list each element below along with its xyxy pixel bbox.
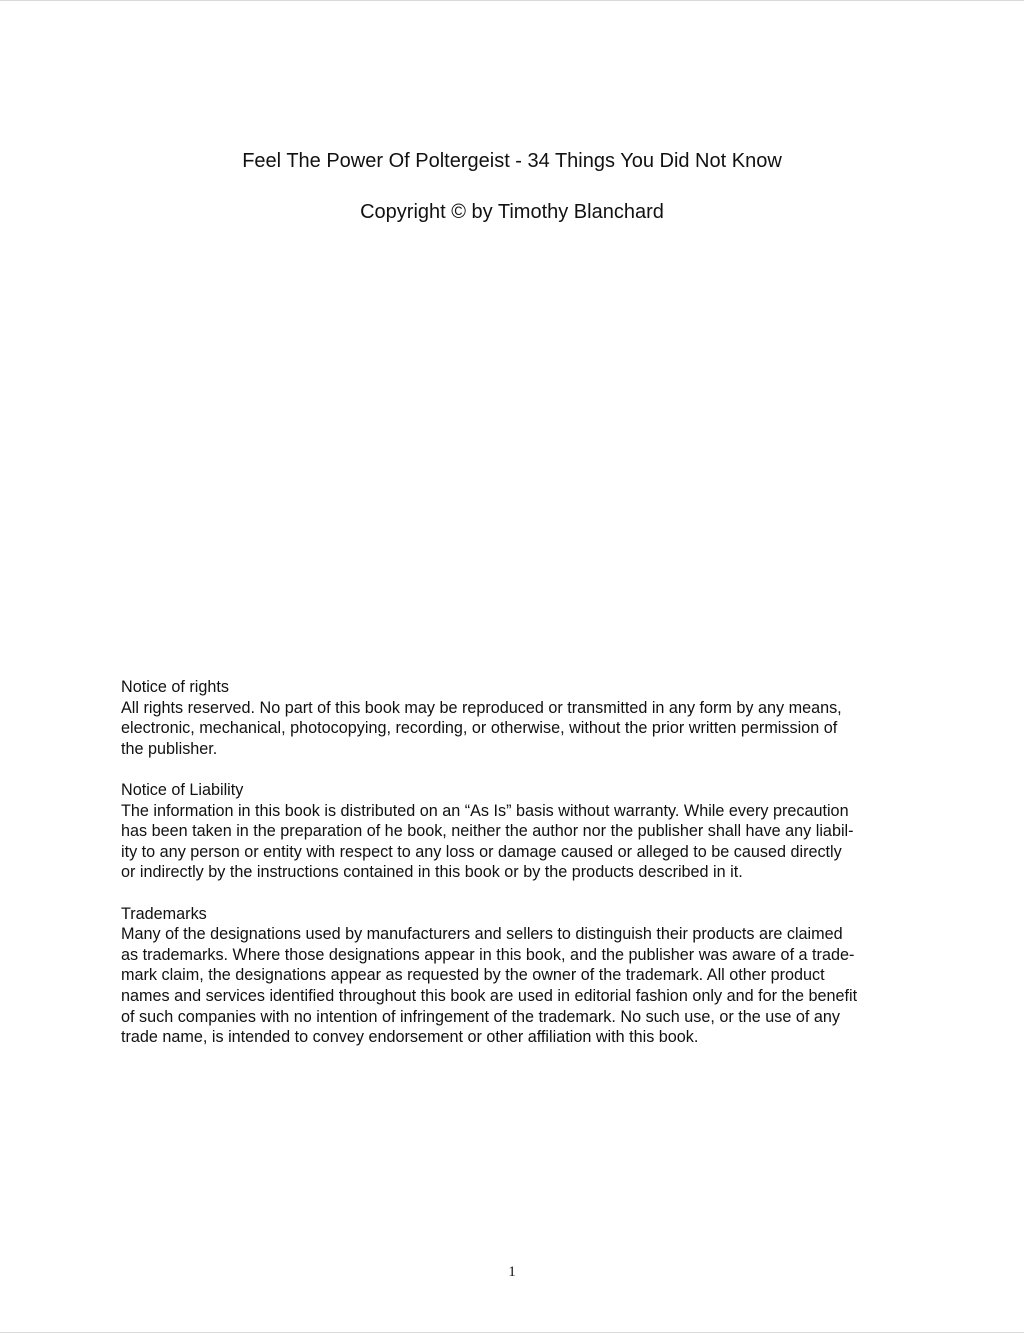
notice-line: has been taken in the preparation of he book, neither the author nor the publisher shall have any liabil-: [121, 822, 854, 841]
legal-notices: [121, 677, 911, 1068]
notice-line: All rights reserved. No part of this book may be reproduced or transmitted in any form by any means,: [121, 698, 842, 717]
notice-liability: [121, 780, 911, 883]
notice-heading: Notice of Liability: [121, 780, 244, 799]
notice-line: names and services identified throughout this book are used in editorial fashion only and for the benefit: [121, 986, 858, 1005]
notice-line: the publisher.: [121, 739, 218, 758]
notice-line: or indirectly by the instructions contained in this book or by the products described in it.: [121, 863, 743, 882]
notice-line: Many of the designations used by manufacturers and sellers to distinguish their products are claimed: [121, 925, 843, 944]
page-number: 1: [508, 1264, 516, 1280]
notice-body: [121, 801, 911, 883]
notice-body: [121, 924, 911, 1048]
notice-line: of such companies with no intention of infringement of the trademark. No such use, or the use of any: [121, 1007, 840, 1026]
notice-line: mark claim, the designations appear as requested by the owner of the trademark. All other product: [121, 966, 825, 985]
notice-line: trade name, is intended to convey endorsement or other affiliation with this book.: [121, 1028, 699, 1047]
book-title: Feel The Power Of Poltergeist - 34 Things You Did Not Know: [242, 150, 782, 172]
notice-heading: Notice of rights: [121, 678, 229, 696]
notice-trademarks: [121, 904, 911, 1048]
notice-heading: Trademarks: [121, 904, 207, 923]
notice-line: electronic, mechanical, photocopying, recording, or otherwise, without the prior written permission of: [121, 719, 838, 738]
notice-line: The information in this book is distributed on an “As Is” basis without warranty. While every precaution: [121, 801, 849, 820]
notice-rights: [121, 677, 911, 759]
copyright-line: Copyright © by Timothy Blanchard: [360, 201, 664, 223]
notice-body: [121, 698, 911, 760]
notice-line: ity to any person or entity with respect to any loss or damage caused or alleged to be caused directly: [121, 842, 842, 861]
notice-line: as trademarks. Where those designations appear in this book, and the publisher was aware of a trade-: [121, 945, 855, 964]
